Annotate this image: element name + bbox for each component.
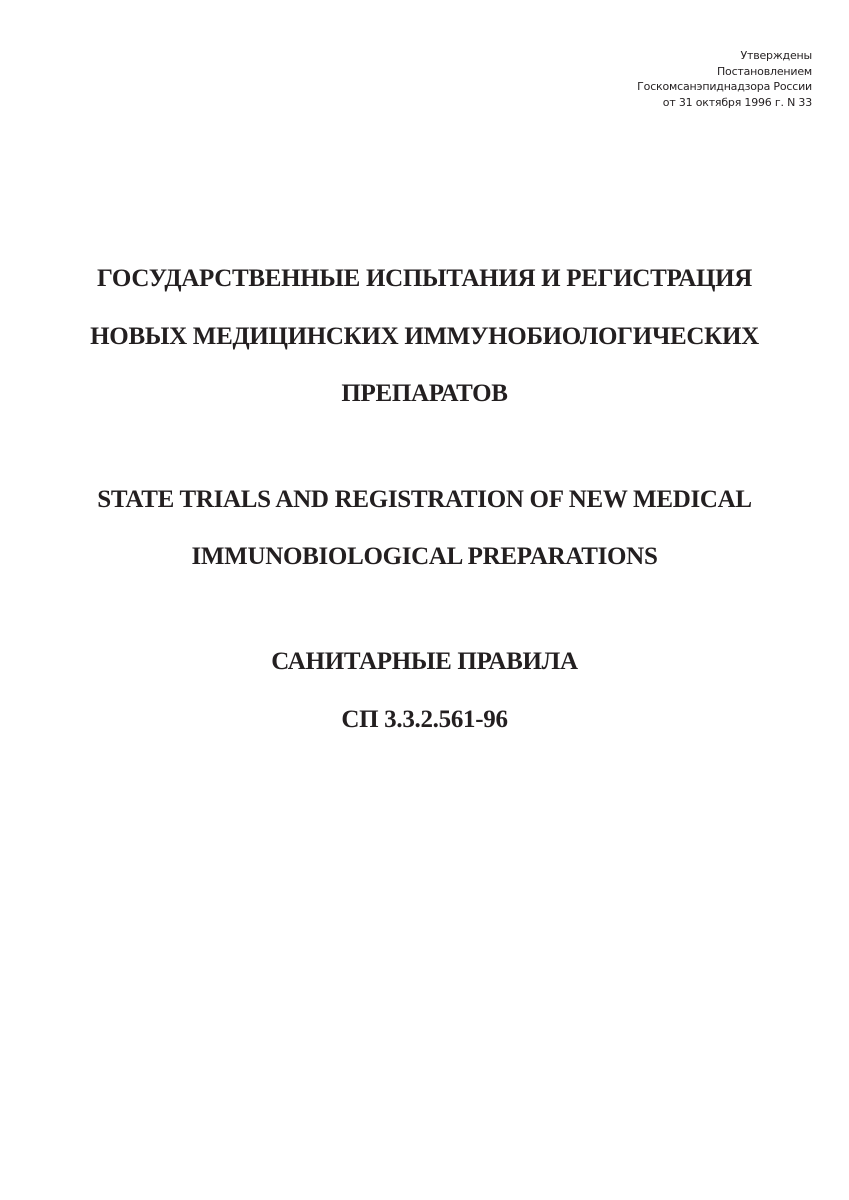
document-number: СП 3.3.2.561-96 [341, 706, 508, 733]
title-english-line: STATE TRIALS AND REGISTRATION OF NEW MEDICAL [97, 486, 752, 513]
approval-stamp [637, 48, 812, 110]
approval-line: Утверждены [740, 49, 812, 62]
title-russian [0, 250, 849, 423]
document-type: САНИТАРНЫЕ ПРАВИЛА [271, 648, 578, 675]
approval-line: Госкомсанэпиднадзора России [637, 80, 812, 93]
title-english-line: IMMUNOBIOLOGICAL PREPARATIONS [191, 543, 658, 570]
title-english [0, 471, 849, 585]
approval-line: Постановлением [716, 64, 812, 78]
title-russian-line: НОВЫХ МЕДИЦИНСКИХ ИММУНОБИОЛОГИЧЕСКИХ [90, 322, 759, 350]
approval-line: от 31 октября 1996 г. N 33 [662, 95, 812, 109]
title-russian-line: ПРЕПАРАТОВ [341, 380, 508, 407]
title-russian-line: ГОСУДАРСТВЕННЫЕ ИСПЫТАНИЯ И РЕГИСТРАЦИЯ [96, 265, 753, 292]
